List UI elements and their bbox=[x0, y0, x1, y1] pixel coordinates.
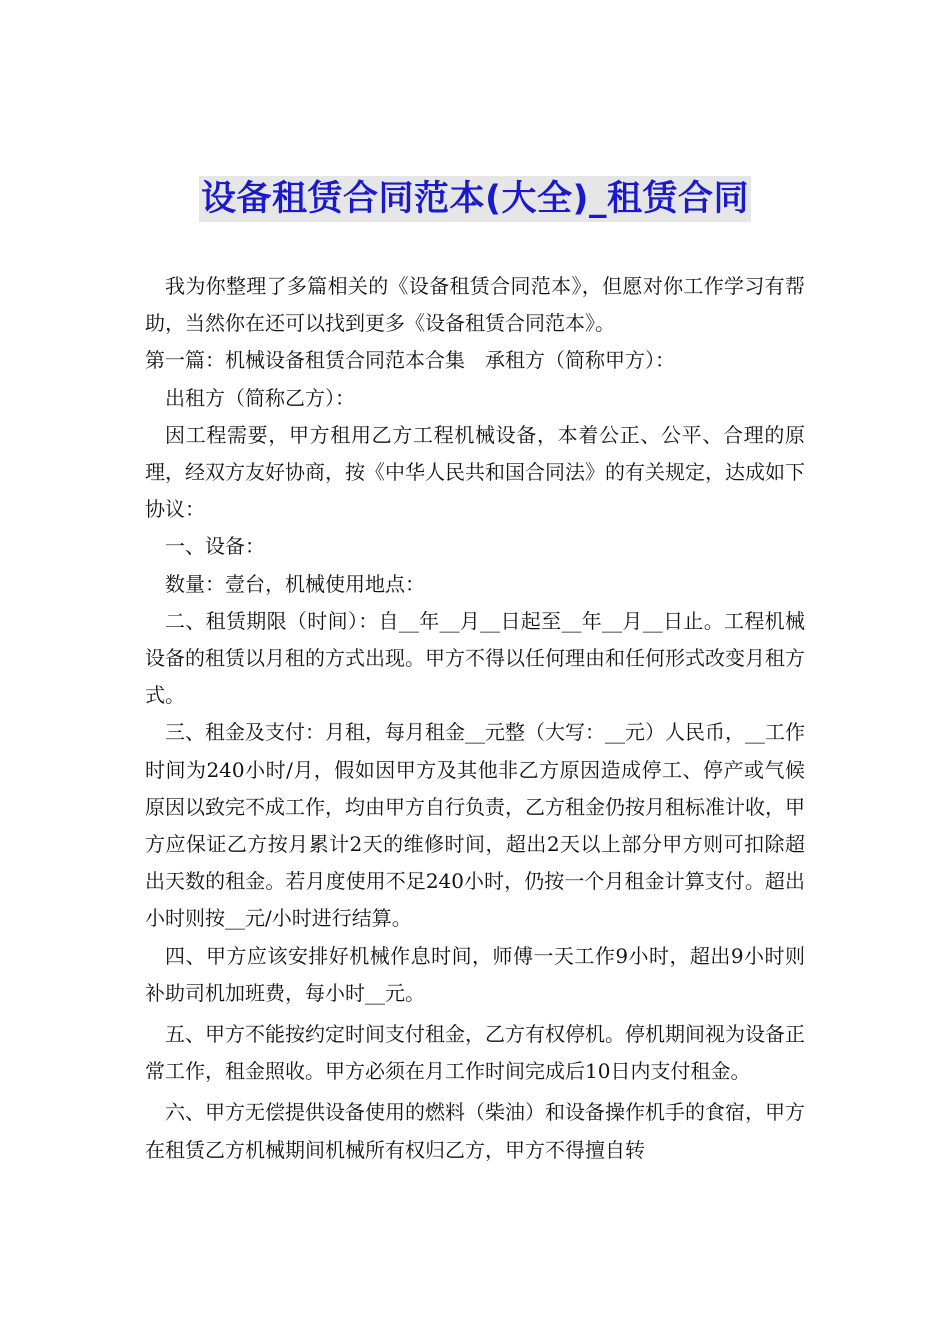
paragraph-clause-3: 三、租金及支付：月租，每月租金__元整（大写：__元）人民币，__工作时间为240小时/月，假如因甲方及其他非乙方原因造成停工、停产或气候原因以致完不成工作，均由甲方自行负责，乙方租金仍按月租标准计收，甲方应保证乙方按月累计2天的维修时间，超出2天以上部分甲方则可扣除超出天数的租金。若月度使用不足240小时，仍按一个月租金计算支付。超出小时则按__元/小时进行结算。 bbox=[145, 720, 805, 931]
paragraph-clause-4: 四、甲方应该安排好机械作息时间，师傅一天工作9小时，超出9小时则补助司机加班费，每小时__元。 bbox=[145, 943, 805, 1005]
paragraph-clause-5: 五、甲方不能按约定时间支付租金，乙方有权停机。停机期间视为设备正常工作，租金照收。甲方必须在月工作时间完成后10日内支付租金。 bbox=[145, 1022, 805, 1084]
paragraph-clause-1: 一、设备： bbox=[165, 534, 265, 559]
paragraph-quantity: 数量：壹台，机械使用地点： bbox=[165, 571, 425, 596]
paragraph-clause-6: 六、甲方无偿提供设备使用的燃料（柴油）和设备操作机手的食宿，甲方在租赁乙方机械期间机械所有权归乙方，甲方不得擅自转 bbox=[145, 1100, 805, 1162]
paragraph-lessor: 出租方（简称乙方）： bbox=[165, 385, 355, 410]
title-container bbox=[0, 176, 950, 222]
paragraph-intro: 我为你整理了多篇相关的《设备租赁合同范本》，但愿对你工作学习有帮助，当然你在还可以找到更多《设备租赁合同范本》。 bbox=[145, 274, 805, 336]
paragraph-clause-2: 二、租赁期限（时间）：自__年__月__日起至__年__月__日止。工程机械设备的租赁以月租的方式出现。甲方不得以任何理由和任何形式改变月租方式。 bbox=[145, 608, 805, 708]
document-title: 设备租赁合同范本(大全)_租赁合同 bbox=[199, 176, 751, 222]
paragraph-preamble: 因工程需要，甲方租用乙方工程机械设备，本着公正、公平、合理的原理，经双方友好协商，按《中华人民共和国合同法》的有关规定，达成如下协议： bbox=[145, 422, 805, 522]
document-body bbox=[145, 268, 805, 1169]
paragraph-section-heading: 第一篇：机械设备租赁合同范本合集 承租方（简称甲方）： bbox=[145, 348, 675, 373]
